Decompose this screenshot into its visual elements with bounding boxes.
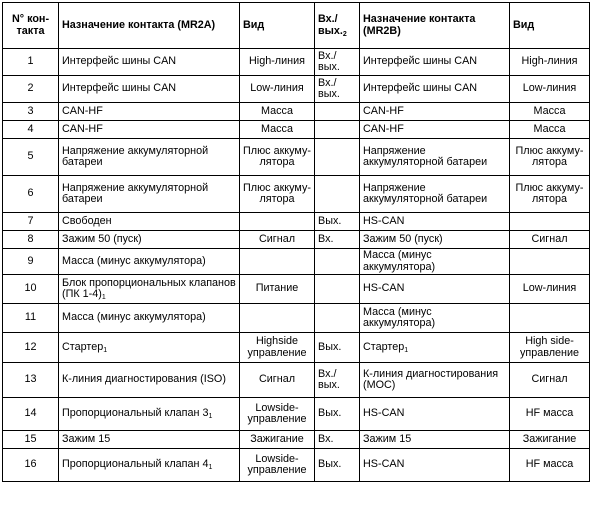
io-cell <box>315 398 360 431</box>
io-cell-text: Вых. <box>318 407 342 420</box>
purpose-mr2b-cell-text: Масса (минус аккумулятора) <box>363 305 436 329</box>
type-mr2b-cell <box>510 304 590 333</box>
type-mr2a-cell-text: Lowside-управление <box>247 452 307 476</box>
type-mr2b-cell-text: Масса <box>533 104 566 117</box>
table-row <box>3 213 590 231</box>
pin-number-cell-text: 4 <box>27 122 34 135</box>
purpose-mr2a-cell-text: Интерфейс шины CAN <box>62 82 177 95</box>
io-cell <box>315 275 360 304</box>
type-mr2a-cell <box>240 76 315 103</box>
pin-number-cell-text: 5 <box>27 150 34 163</box>
purpose-mr2a-cell-footnote: 1 <box>101 294 106 301</box>
pin-number-cell-text: 7 <box>27 214 34 227</box>
io-cell <box>315 213 360 231</box>
type-mr2b-cell <box>510 363 590 398</box>
purpose-mr2a-cell <box>59 449 240 482</box>
type-mr2b-cell <box>510 76 590 103</box>
purpose-mr2b-cell <box>360 231 510 249</box>
table-row <box>3 103 590 121</box>
pinout-table-body <box>3 49 590 482</box>
pin-number-cell-text: 15 <box>24 432 37 445</box>
pinout-table-container <box>2 2 590 482</box>
table-row <box>3 398 590 431</box>
purpose-mr2a-cell-text: Зажим 15 <box>62 432 111 445</box>
type-mr2b-cell <box>510 103 590 121</box>
pin-number-cell <box>3 213 59 231</box>
header-pin-number-text: N° кон-такта <box>11 13 50 37</box>
type-mr2b-cell-text: Зажигание <box>522 432 577 445</box>
purpose-mr2b-cell <box>360 76 510 103</box>
pin-number-cell-text: 16 <box>24 458 37 471</box>
io-cell <box>315 449 360 482</box>
type-mr2b-cell <box>510 49 590 76</box>
purpose-mr2b-cell-text: HS-CAN <box>363 458 405 471</box>
type-mr2a-cell <box>240 333 315 363</box>
io-cell <box>315 431 360 449</box>
purpose-mr2a-cell-text: Зажим 50 (пуск) <box>62 232 142 245</box>
type-mr2a-cell-text: Зажигание <box>250 432 304 445</box>
purpose-mr2a-cell-text: CAN-HF <box>62 122 103 135</box>
type-mr2a-cell <box>240 213 315 231</box>
purpose-mr2b-cell <box>360 121 510 139</box>
pin-number-cell <box>3 121 59 139</box>
header-type-mr2b: Вид <box>510 3 590 49</box>
purpose-mr2b-cell-text: Напряжение аккумуляторной батареи <box>363 181 488 205</box>
type-mr2a-cell <box>240 103 315 121</box>
table-row <box>3 176 590 213</box>
io-cell-text: Вх. <box>318 232 334 245</box>
header-type-mr2a: Вид <box>240 3 315 49</box>
type-mr2a-cell <box>240 275 315 304</box>
purpose-mr2a-cell-text: К-линия диагностирования (ISO) <box>62 373 226 386</box>
purpose-mr2a-cell-text: Стартер <box>62 340 104 353</box>
type-mr2a-cell-text: Сигнал <box>258 232 296 245</box>
purpose-mr2a-cell-footnote: 1 <box>208 464 213 472</box>
purpose-mr2a-cell <box>59 103 240 121</box>
type-mr2a-cell-text: High-линия <box>249 55 305 68</box>
purpose-mr2b-cell-text: Интерфейс шины CAN <box>363 82 478 95</box>
purpose-mr2a-cell <box>59 176 240 213</box>
purpose-mr2b-cell-text: Стартер <box>363 340 405 353</box>
purpose-mr2a-cell <box>59 333 240 363</box>
purpose-mr2b-cell <box>360 398 510 431</box>
pin-number-cell <box>3 231 59 249</box>
pin-number-cell <box>3 275 59 304</box>
purpose-mr2b-cell <box>360 249 510 275</box>
pin-number-cell <box>3 304 59 333</box>
purpose-mr2b-cell-text: Масса (минус аккумулятора) <box>363 249 436 273</box>
io-cell <box>315 176 360 213</box>
header-purpose-mr2a: Назначение контакта (MR2A) <box>59 3 240 49</box>
io-cell-text: Вх./ вых. <box>318 49 340 73</box>
pin-number-cell-text: 11 <box>24 311 37 324</box>
purpose-mr2b-cell-text: Напряжение аккумуляторной батареи <box>363 144 488 168</box>
type-mr2b-cell <box>510 398 590 431</box>
purpose-mr2a-cell-text: Напряжение аккумуляторной батареи <box>62 144 209 168</box>
purpose-mr2b-cell <box>360 431 510 449</box>
type-mr2a-cell <box>240 231 315 249</box>
purpose-mr2a-cell-text: CAN-HF <box>62 104 103 117</box>
io-cell-text: Вых. <box>318 340 342 353</box>
pin-number-cell-text: 1 <box>27 55 34 68</box>
table-row <box>3 76 590 103</box>
purpose-mr2a-cell <box>59 121 240 139</box>
type-mr2a-cell <box>240 176 315 213</box>
header-io-sub: 2 <box>342 30 347 38</box>
type-mr2b-cell <box>510 231 590 249</box>
type-mr2b-cell-text: Плюс аккуму-лятора <box>515 181 584 205</box>
pin-number-cell <box>3 103 59 121</box>
purpose-mr2a-cell <box>59 363 240 398</box>
type-mr2a-cell-text: Сигнал <box>258 373 296 386</box>
io-cell-text: Вх. <box>318 432 334 445</box>
header-io-text: Вх./ вых. <box>318 13 343 37</box>
purpose-mr2a-cell <box>59 139 240 176</box>
purpose-mr2b-cell-text: HS-CAN <box>363 407 405 420</box>
type-mr2b-cell <box>510 139 590 176</box>
header-purpose-mr2b: Назначение контакта (MR2B) <box>360 3 510 49</box>
purpose-mr2a-cell <box>59 213 240 231</box>
purpose-mr2a-cell-text: Пропорциональный клапан 4 <box>62 458 209 471</box>
pin-number-cell-text: 3 <box>27 104 34 117</box>
type-mr2a-cell <box>240 431 315 449</box>
purpose-mr2b-cell-text: CAN-HF <box>363 122 404 135</box>
pin-number-cell <box>3 249 59 275</box>
type-mr2a-cell-text: Highside управление <box>247 335 307 359</box>
purpose-mr2b-cell <box>360 139 510 176</box>
purpose-mr2b-cell-text: Зажим 15 <box>363 432 412 445</box>
type-mr2a-cell-text: Питание <box>255 282 299 295</box>
io-cell <box>315 304 360 333</box>
table-row <box>3 304 590 333</box>
pin-number-cell-text: 12 <box>24 340 37 353</box>
type-mr2a-cell <box>240 139 315 176</box>
table-row <box>3 275 590 304</box>
pin-number-cell <box>3 431 59 449</box>
type-mr2b-cell <box>510 249 590 275</box>
type-mr2a-cell-text: Плюс аккуму-лятора <box>243 144 311 168</box>
purpose-mr2a-cell-text: Масса (минус аккумулятора) <box>62 311 206 324</box>
purpose-mr2a-cell <box>59 398 240 431</box>
table-row <box>3 231 590 249</box>
type-mr2a-cell <box>240 121 315 139</box>
type-mr2a-cell <box>240 449 315 482</box>
pin-number-cell-text: 8 <box>27 232 34 245</box>
purpose-mr2a-cell <box>59 431 240 449</box>
type-mr2b-cell-text: Low-линия <box>522 282 577 295</box>
type-mr2b-cell <box>510 121 590 139</box>
purpose-mr2a-cell-text: Пропорциональный клапан 3 <box>62 407 209 420</box>
purpose-mr2b-cell-footnote: 1 <box>404 346 409 354</box>
purpose-mr2b-cell-text: К-линия диагностирования (МОС) <box>363 367 499 391</box>
table-row <box>3 249 590 275</box>
io-cell <box>315 103 360 121</box>
purpose-mr2a-cell-footnote: 1 <box>103 346 108 354</box>
purpose-mr2b-cell-text: Интерфейс шины CAN <box>363 55 478 68</box>
type-mr2b-cell-text: Сигнал <box>531 373 568 386</box>
table-row <box>3 49 590 76</box>
pin-number-cell-text: 9 <box>27 254 34 267</box>
purpose-mr2a-cell-text: Напряжение аккумуляторной батареи <box>62 181 209 205</box>
table-row <box>3 363 590 398</box>
type-mr2b-cell-text: Low-линия <box>522 82 577 95</box>
io-cell <box>315 139 360 176</box>
pin-number-cell <box>3 176 59 213</box>
type-mr2a-cell-text: Масса <box>261 122 293 135</box>
purpose-mr2a-cell-footnote: 1 <box>208 413 213 421</box>
purpose-mr2b-cell <box>360 333 510 363</box>
table-row <box>3 121 590 139</box>
pin-number-cell-text: 13 <box>24 373 37 386</box>
purpose-mr2b-cell-text: HS-CAN <box>363 282 405 295</box>
type-mr2b-cell-text: Масса <box>533 122 566 135</box>
type-mr2a-cell <box>240 363 315 398</box>
type-mr2b-cell-text: High side-управление <box>519 335 580 359</box>
header-io <box>315 3 360 49</box>
pin-number-cell <box>3 49 59 76</box>
purpose-mr2a-cell-text: Свободен <box>62 214 112 227</box>
io-cell <box>315 121 360 139</box>
io-cell-text: Вх./ вых. <box>318 76 340 100</box>
type-mr2a-cell <box>240 398 315 431</box>
io-cell-text: Вых. <box>318 458 342 471</box>
pin-number-cell <box>3 449 59 482</box>
purpose-mr2b-cell <box>360 275 510 304</box>
io-cell <box>315 76 360 103</box>
purpose-mr2a-cell <box>59 275 240 304</box>
type-mr2b-cell <box>510 449 590 482</box>
type-mr2b-cell-text: HF масса <box>525 458 574 471</box>
type-mr2b-cell <box>510 333 590 363</box>
io-cell <box>315 49 360 76</box>
pin-number-cell-text: 10 <box>24 282 37 295</box>
io-cell <box>315 231 360 249</box>
purpose-mr2b-cell <box>360 213 510 231</box>
purpose-mr2b-cell <box>360 49 510 76</box>
table-row <box>3 333 590 363</box>
purpose-mr2b-cell <box>360 449 510 482</box>
io-cell-text: Вых. <box>318 214 342 227</box>
pin-number-cell <box>3 76 59 103</box>
type-mr2b-cell <box>510 176 590 213</box>
type-mr2a-cell-text: Lowside-управление <box>247 401 307 425</box>
header-row <box>3 3 590 49</box>
header-pin-number <box>3 3 59 49</box>
pin-number-cell-text: 2 <box>27 82 34 95</box>
pin-number-cell-text: 14 <box>24 407 37 420</box>
purpose-mr2b-cell-text: Зажим 50 (пуск) <box>363 232 443 245</box>
pinout-table <box>2 2 590 482</box>
purpose-mr2b-cell-text: CAN-HF <box>363 104 404 117</box>
purpose-mr2a-cell <box>59 76 240 103</box>
io-cell <box>315 249 360 275</box>
io-cell-text: Вх./ вых. <box>318 367 340 391</box>
type-mr2b-cell-text: HF масса <box>525 407 574 420</box>
pin-number-cell <box>3 139 59 176</box>
type-mr2b-cell-text: High-линия <box>521 55 578 68</box>
pin-number-cell <box>3 363 59 398</box>
purpose-mr2a-cell <box>59 231 240 249</box>
io-cell <box>315 333 360 363</box>
purpose-mr2a-cell-text: Интерфейс шины CAN <box>62 55 177 68</box>
purpose-mr2b-cell <box>360 103 510 121</box>
type-mr2b-cell <box>510 213 590 231</box>
purpose-mr2a-cell-text: Блок пропорциональных клапанов (ПК 1-4) <box>62 276 236 300</box>
purpose-mr2b-cell <box>360 176 510 213</box>
type-mr2a-cell-text: Масса <box>261 104 293 117</box>
io-cell <box>315 363 360 398</box>
purpose-mr2a-cell-text: Масса (минус аккумулятора) <box>62 254 206 267</box>
purpose-mr2b-cell <box>360 363 510 398</box>
purpose-mr2b-cell <box>360 304 510 333</box>
table-row <box>3 431 590 449</box>
type-mr2a-cell-text: Low-линия <box>250 82 304 95</box>
type-mr2b-cell-text: Сигнал <box>531 232 568 245</box>
type-mr2b-cell-text: Плюс аккуму-лятора <box>515 144 584 168</box>
type-mr2a-cell <box>240 249 315 275</box>
purpose-mr2a-cell <box>59 304 240 333</box>
pin-number-cell <box>3 333 59 363</box>
type-mr2a-cell <box>240 49 315 76</box>
type-mr2b-cell <box>510 275 590 304</box>
type-mr2a-cell-text: Плюс аккуму-лятора <box>243 181 311 205</box>
table-row <box>3 449 590 482</box>
purpose-mr2a-cell <box>59 249 240 275</box>
pin-number-cell <box>3 398 59 431</box>
purpose-mr2a-cell <box>59 49 240 76</box>
type-mr2a-cell <box>240 304 315 333</box>
purpose-mr2b-cell-text: HS-CAN <box>363 214 405 227</box>
table-row <box>3 139 590 176</box>
type-mr2b-cell <box>510 431 590 449</box>
pin-number-cell-text: 6 <box>27 187 34 200</box>
